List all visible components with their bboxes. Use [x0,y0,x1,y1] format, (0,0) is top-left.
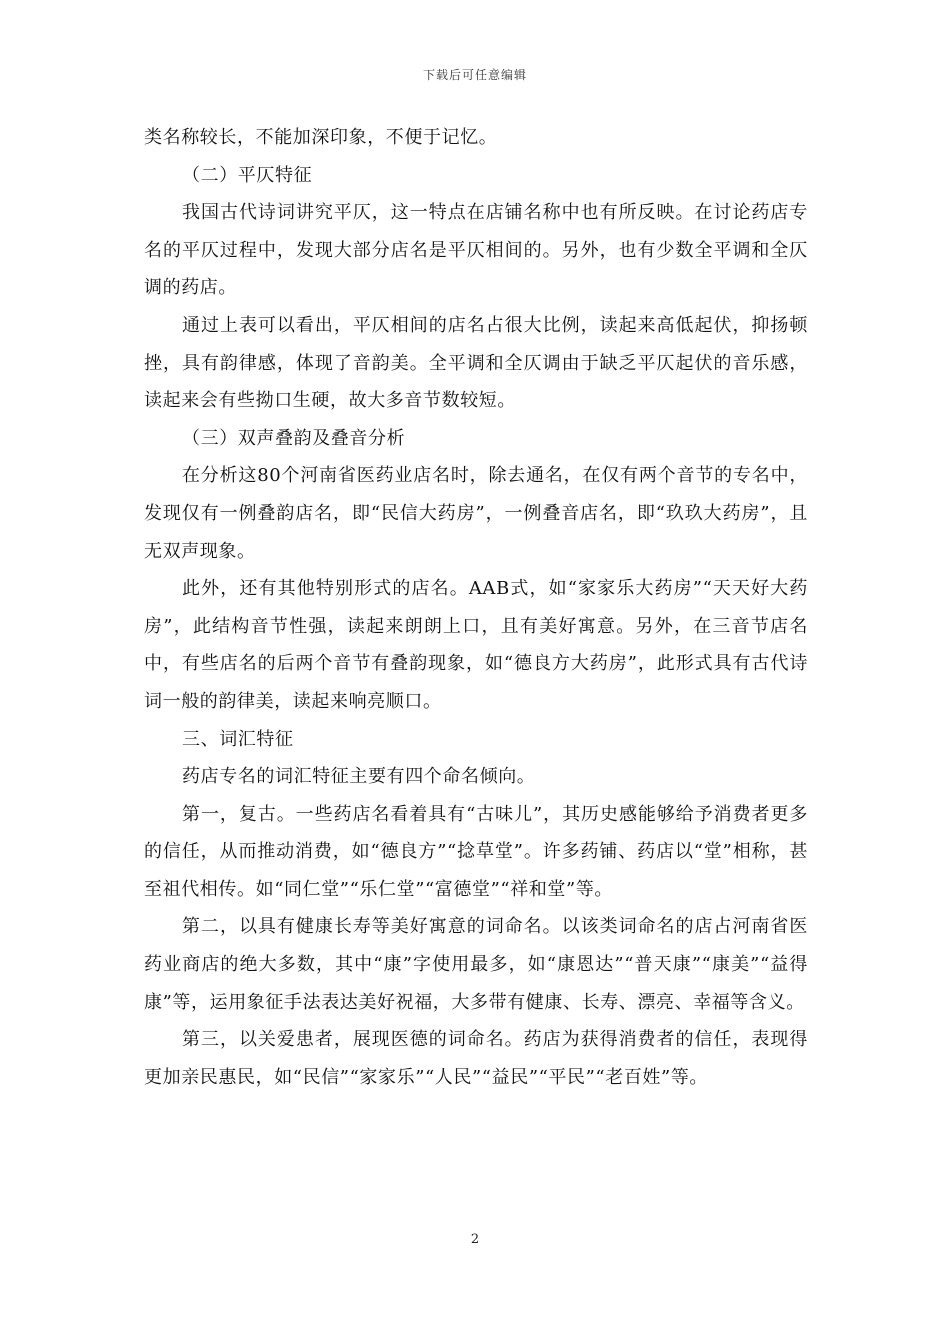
paragraph-continuation: 类名称较长，不能加深印象，不便于记忆。 [144,127,498,148]
paragraph-tone-intro: 我国古代诗词讲究平仄，这一特点在店铺名称中也有所反映。在讨论药店专名的平仄过程中，发现大部分店名是平仄相间的。另外，也有少数全平调和全仄调的药店。 [144,202,808,299]
paragraph-special-forms: 此外，还有其他特别形式的店名。AAB式，如“家家乐大药房”“天天好大药房”，此结构音节性强，读起来朗朗上口，且有美好寓意。另外，在三音节店名中，有些店名的后两个音节有叠韵现象，如“德良方大药房”，此形式具有古代诗词一般的韵律美，读起来响亮顺口。 [144,578,808,712]
section-heading-vocabulary: 三、词汇特征 [182,728,294,750]
section-heading-rhyme: （三）双声叠韵及叠音分析 [182,427,406,449]
paragraph-vocabulary-third: 第三，以关爱患者，展现医德的词命名。药店为获得消费者的信任，表现得更加亲民惠民，如“民信”“家家乐”“人民”“益民”“平民”“老百姓”等。 [144,1029,808,1088]
paragraph-tone-analysis: 通过上表可以看出，平仄相间的店名占很大比例，读起来高低起伏，抑扬顿挫，具有韵律感，体现了音韵美。全平调和全仄调由于缺乏平仄起伏的音乐感，读起来会有些拗口生硬，故大多音节数较短。 [144,314,808,412]
paragraph-vocabulary-second: 第二，以具有健康长寿等美好寓意的词命名。以该类词命名的店占河南省医药业商店的绝大多数，其中“康”字使用最多，如“康恩达”“普天康”“康美”“益得康”等，运用象征手法表达美好祝福，大多带有健康、长寿、漂亮、幸福等含义。 [144,916,808,1013]
section-heading-tone: （二）平仄特征 [182,164,313,186]
paragraph-vocabulary-first: 第一，复古。一些药店名看着具有“古味儿”，其历史感能够给予消费者更多的信任，从而推动消费，如“德良方”“捻草堂”。许多药铺、药店以“堂”相称，甚至祖代相传。如“同仁堂”“乐仁堂”“富德堂”“祥和堂”等。 [144,803,808,900]
paragraph-rhyme-analysis: 在分析这80个河南省医药业店名时，除去通名，在仅有两个音节的专名中，发现仅有一例叠韵店名，即“民信大药房”，一例叠音店名，即“玖玖大药房”，且无双声现象。 [144,465,808,562]
document-body [144,119,808,1096]
paragraph-vocabulary-intro: 药店专名的词汇特征主要有四个命名倾向。 [182,766,536,788]
page-number: 2 [470,1232,480,1247]
page-header: 下载后可任意编辑 [422,68,527,82]
